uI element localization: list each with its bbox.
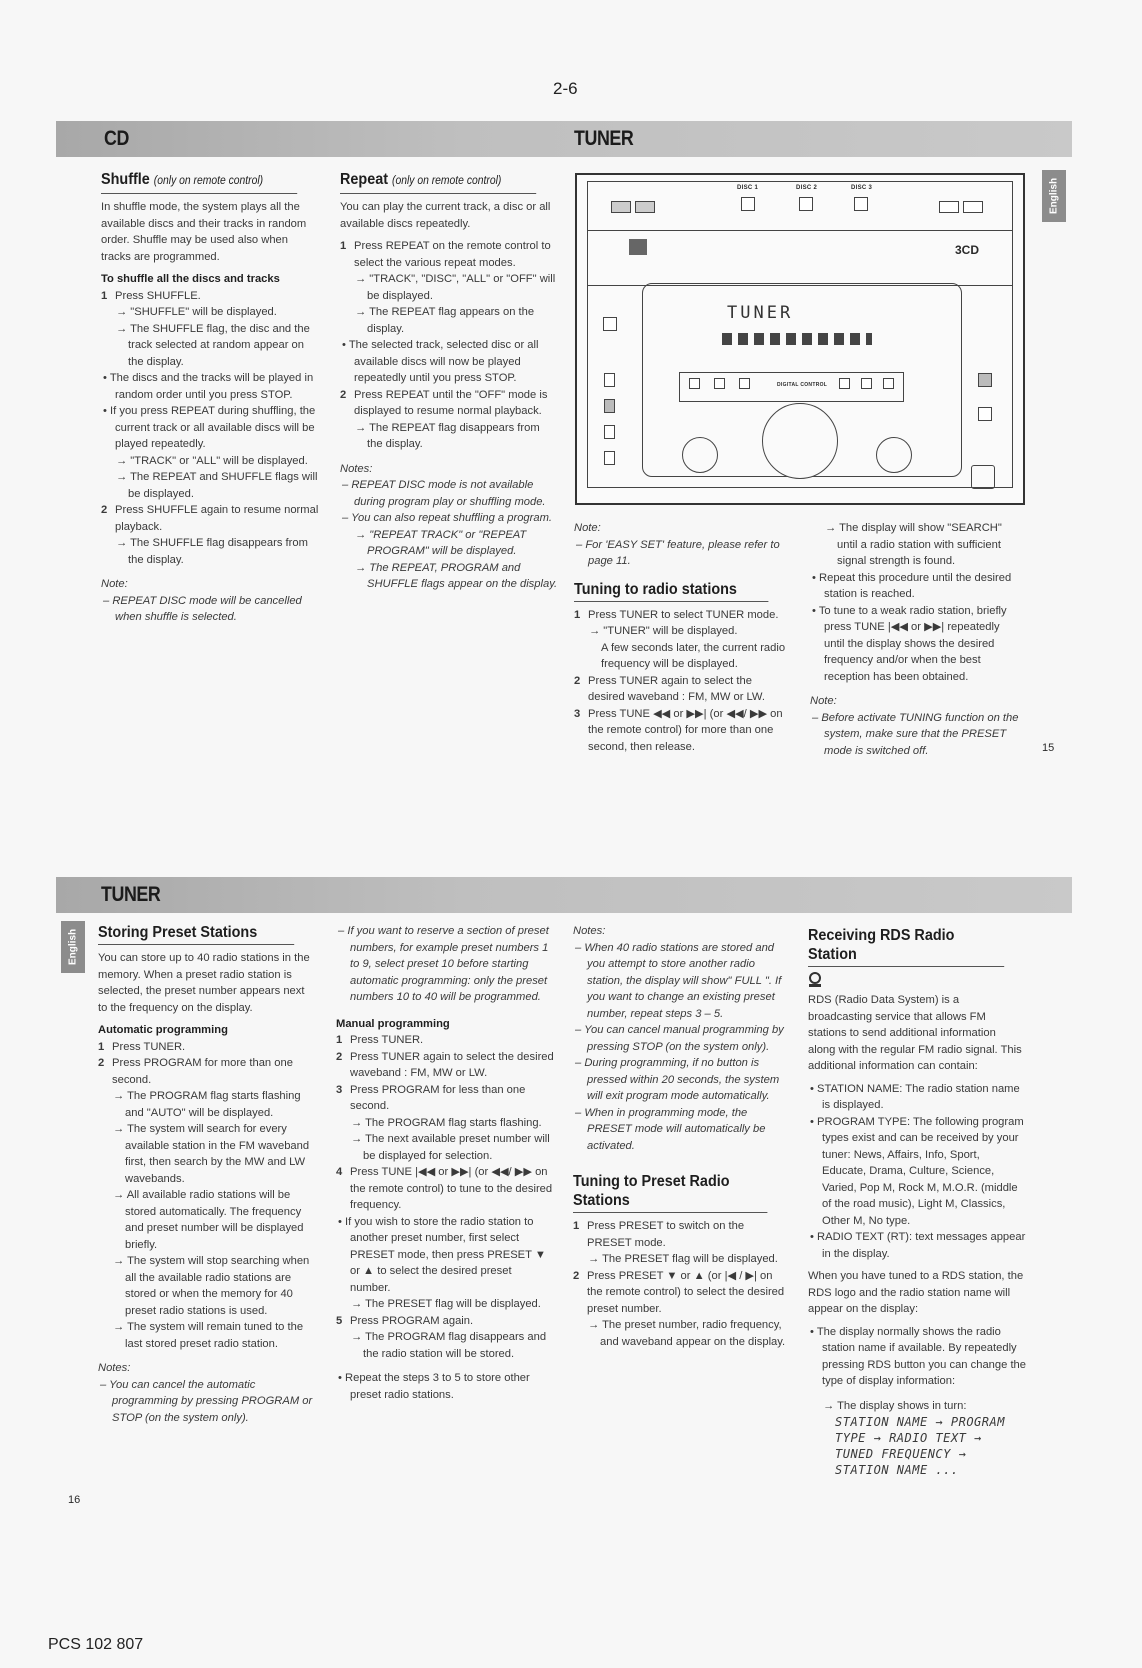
rds-heading: Receiving RDS Radio Station (808, 926, 1004, 967)
disc1-label: DISC 1 (737, 185, 759, 191)
shuffle-step-1: 1 Press SHUFFLE. (101, 289, 201, 302)
source-button-1 (604, 373, 615, 387)
notes3-note-2: – You can cancel manual programming by pressing STOP (on the system only). (575, 1024, 784, 1053)
lcd-bars (722, 333, 872, 345)
repeat-note-2: – You can also repeat shuffling a program. (342, 512, 553, 524)
repeat-intro: You can play the current track, a disc or all available discs repeatedly. (340, 201, 551, 230)
notes3-note-3: – During programming, if no button is pressed within 20 seconds, the system will exit program mode automatically. (575, 1057, 780, 1102)
disc2-label: DISC 2 (796, 185, 818, 191)
tray-button-2 (635, 201, 655, 213)
rds-bullet-4a: → The display shows in turn: (823, 1399, 967, 1412)
manual-step-2: 2 Press TUNER again to select the desired waveband : FM, MW or LW. (336, 1050, 554, 1079)
notes3-note-4: – When in programming mode, the PRESET mode will automatically be activated. (575, 1106, 766, 1152)
standby-button (603, 317, 617, 331)
shuffle-step-2a: → The SHUFFLE flag disappears from the display. (116, 537, 308, 566)
manual-programming-subheading: Manual programming (336, 1017, 450, 1030)
tuning-step-1b: A few seconds later, the current radio frequency will be displayed. (601, 641, 786, 670)
rds-bullet-4: • The display normally shows the radio station name if available. By repeatedly pressing RDS button you can change the type of display information: (810, 1325, 1026, 1387)
reserve-note: – If you want to reserve a section of preset numbers, for example preset numbers 1 to 9, select preset 10 before starting automatic programming: only the preset numbers 10 to 40 will be programmed. (338, 925, 549, 1003)
cd-logo (629, 239, 647, 255)
tuning-step-1a: → "TUNER" will be displayed. (589, 625, 738, 637)
section-label-tuner: TUNER (574, 127, 634, 150)
manual-bullet-1: • If you wish to store the radio station to another preset number, first select PRESET mode, then press PRESET ▼ or ▲ to select the desired preset number. (338, 1215, 546, 1294)
lcd-readout: TUNER (727, 303, 794, 323)
storing-note-1: – You can cancel the automatic programming by pressing PROGRAM or STOP (on the system only). (100, 1378, 313, 1424)
auto-programming-subheading: Automatic programming (98, 1024, 228, 1036)
repeat-step-1: 1 Press REPEAT on the remote control to select the various repeat modes. (340, 240, 551, 269)
repeat-notes-label: Notes: (340, 462, 373, 475)
disc2-button (799, 197, 813, 211)
manual-programming-section (336, 923, 554, 1403)
manual-bullet-2: • Repeat the steps 3 to 5 to store other preset radio stations. (338, 1372, 530, 1401)
shuffle-heading: Shuffle (only on remote control) (101, 170, 297, 194)
right-button-2 (978, 407, 992, 421)
repeat-step-1a: → "TRACK", "DISC", "ALL" or "OFF" will be displayed. (355, 273, 556, 302)
tuning-c1: → The display will show "SEARCH" until a radio station with sufficient signal strength is found. (825, 522, 1002, 567)
source-button-2 (604, 399, 615, 413)
storing-step-2: 2 Press PROGRAM for more than one second. (98, 1057, 293, 1086)
volume-knob (762, 403, 838, 479)
disc-change-button (939, 201, 959, 213)
manual-step-5: 5 Press PROGRAM again. (336, 1314, 474, 1327)
device-illustration (575, 173, 1025, 505)
language-tab-right: English (1042, 170, 1066, 222)
repeat-note-2b: → The REPEAT, PROGRAM and SHUFFLE flags appear on the display. (355, 561, 558, 590)
preset-step-1a: → The PRESET flag will be displayed. (588, 1253, 778, 1265)
footer-code: PCS 102 807 (48, 1636, 144, 1653)
manual-step-3b: → The next available preset number will be displayed for selection. (351, 1133, 550, 1162)
storing-step-2d: → The system will stop searching when all the available radio stations are stored or when the memory for 40 preset radio stations is used. (113, 1255, 310, 1317)
notes3-label: Notes: (573, 925, 606, 937)
tuning-c2: • Repeat this procedure until the desired station is reached. (812, 571, 1012, 600)
storing-step-2a: → The PROGRAM flag starts flashing and "AUTO" will be displayed. (113, 1090, 301, 1119)
page-number-left: 16 (68, 1494, 81, 1506)
storing-step-2b: → The system will search for every available station in the FM waveband first, then search by the MW and LW wavebands. (113, 1123, 310, 1185)
shuffle-bullet-2: • If you press REPEAT during shuffling, the current track or all available discs will be played repeatedly. (103, 405, 316, 450)
storing-step-1: 1 Press TUNER. (98, 1040, 186, 1053)
tuning-step-2: 2 Press TUNER again to select the desired waveband : FM, MW or LW. (574, 674, 765, 703)
tuning-c3: • To tune to a weak radio station, briefly press TUNE |◀◀ or ▶▶| repeatedly until the display shows the desired frequency and/or when the best reception has been obtained. (812, 604, 1007, 683)
preset-step-2: 2 Press PRESET ▼ or ▲ (or |◀ / ▶| on the remote control) to select the desired preset number. (573, 1269, 785, 1315)
control-button-2 (714, 378, 725, 389)
page-number-right: 15 (1042, 742, 1055, 754)
shuffle-section (101, 170, 319, 626)
rds-bullet-2: • PROGRAM TYPE: The following program types exist and can be received by your tuner: News, Affairs, Info, Sport, Educate, Drama, Culture, Science, Varied, Pop M, Rock M, M.O.R. (middle of the road music), Light M, Classics, Other M, No type. (810, 1115, 1024, 1227)
shuffle-step-2: 2 Press SHUFFLE again to resume normal playback. (101, 504, 319, 533)
repeat-bullet-1: • The selected track, selected disc or all available discs will now be played repeatedly until you press STOP. (342, 339, 539, 384)
control-button-1 (689, 378, 700, 389)
source-button-4 (604, 451, 615, 465)
rds-bullet-3: • RADIO TEXT (RT): text messages appear in the display. (810, 1231, 1026, 1260)
digital-control-label: DIGITAL CONTROL (777, 382, 828, 388)
preset-step-2a: → The preset number, radio frequency, and waveband appear on the display. (588, 1319, 786, 1348)
rds-section (808, 926, 1026, 1478)
preset-tuning-section (573, 923, 789, 1350)
preset-tuning-heading: Tuning to Preset Radio Stations (573, 1172, 767, 1213)
rds-display-sequence: STATION NAME → PROGRAM TYPE → RADIO TEXT → TUNED FREQUENCY → STATION NAME ... (835, 1415, 1005, 1477)
tuning-note-1: – For 'EASY SET' feature, please refer to page 11. (576, 538, 780, 567)
shuffle-intro: In shuffle mode, the system plays all the available discs and their tracks in random order. Shuffle may be used also when tracks are programmed. (101, 201, 307, 263)
preset-step-1: 1 Press PRESET to switch on the PRESET mode. (573, 1220, 745, 1249)
section-label-tuner-bottom: TUNER (101, 883, 161, 906)
manual-bullet-1a: → The PRESET flag will be displayed. (351, 1298, 541, 1310)
tuning-continued (810, 520, 1020, 759)
shuffle-bullet-2a: → "TRACK" or "ALL" will be displayed. (116, 454, 308, 467)
disc3-button (854, 197, 868, 211)
bass-knob (682, 437, 718, 473)
section-bar-top (56, 121, 1072, 157)
rds-paragraph-2: When you have tuned to a RDS station, the RDS logo and the radio station name will appear on the display: (808, 1270, 1024, 1315)
disc3-label: DISC 3 (851, 185, 873, 191)
page-top-number: 2-6 (553, 79, 578, 98)
shuffle-bullet-1: • The discs and the tracks will be played in random order until you press STOP. (103, 372, 314, 401)
tuning-step-3: 3 Press TUNE ◀◀ or ▶▶| (or ◀◀/ ▶▶ on the remote control) for more than one second, then release. (574, 707, 783, 753)
storing-step-2c: → All available radio stations will be stored automatically. The frequency and preset number will be displayed briefly. (113, 1189, 304, 1251)
source-button-3 (604, 425, 615, 439)
disc1-button (741, 197, 755, 211)
tuning-note-label: Note: (574, 522, 601, 534)
control-button-5 (861, 378, 872, 389)
rds-bullet-1: • STATION NAME: The radio station name is displayed. (810, 1082, 1020, 1111)
headphone-jack (971, 465, 995, 489)
storing-notes-label: Notes: (98, 1362, 131, 1374)
tuning-note2-label: Note: (810, 695, 837, 707)
repeat-note-1: – REPEAT DISC mode is not available during program play or shuffling mode. (342, 479, 546, 508)
control-button-6 (883, 378, 894, 389)
right-button-1 (978, 373, 992, 387)
repeat-step-2a: → The REPEAT flag disappears from the display. (355, 421, 540, 450)
storing-step-2e: → The system will remain tuned to the last stored preset radio station. (113, 1321, 304, 1350)
repeat-note-2a: → "REPEAT TRACK" or "REPEAT PROGRAM" will be displayed. (355, 528, 527, 557)
rds-intro: RDS (Radio Data System) is a broadcasting service that allows FM stations to send additional information along with the regular FM radio signal. This additional information can contain: (808, 994, 1022, 1072)
shuffle-note-1: – REPEAT DISC mode will be cancelled when shuffle is selected. (103, 594, 302, 623)
repeat-step-2: 2 Press REPEAT until the "OFF" mode is displayed to resume normal playback. (340, 388, 548, 417)
shuffle-step-1a: → "SHUFFLE" will be displayed. (116, 306, 277, 318)
logo-row (587, 231, 1013, 286)
control-button-4 (839, 378, 850, 389)
manual-step-4: 4 Press TUNE |◀◀ or ▶▶| (or ◀◀/ ▶▶ on the remote control) to tune to the desired frequency. (336, 1166, 553, 1211)
manual-step-5a: → The PROGRAM flag disappears and the radio station will be stored. (351, 1331, 547, 1360)
tray-button-1 (611, 201, 631, 213)
notes3-note-1: – When 40 radio stations are stored and you attempt to store another radio station, the display will show" FULL ". If you want to change an existing preset number, repeat steps 3 – 5. (575, 941, 782, 1020)
storing-heading: Storing Preset Stations (98, 923, 294, 945)
rds-logo-icon (808, 972, 822, 988)
section-bar-bottom (56, 877, 1072, 913)
open-close-button (963, 201, 983, 213)
shuffle-step-1b: → The SHUFFLE flag, the disc and the track selected at random appear on the display. (116, 322, 310, 368)
storing-intro: You can store up to 40 radio stations in the memory. When a preset radio station is selected, the preset number appears next to the frequency on the display. (98, 952, 310, 1014)
manual-step-3: 3 Press PROGRAM for less than one second. (336, 1083, 526, 1112)
repeat-step-1b: → The REPEAT flag appears on the display. (355, 306, 535, 335)
tuning-heading: Tuning to radio stations (574, 580, 768, 602)
tuning-section (574, 520, 790, 755)
shuffle-note-label: Note: (101, 578, 128, 590)
language-tab-left: English (61, 921, 85, 973)
tuning-note-2: – Before activate TUNING function on the system, make sure that the PRESET mode is switched off. (812, 711, 1019, 757)
storing-section (98, 923, 316, 1426)
repeat-section (340, 170, 558, 593)
control-button-3 (739, 378, 750, 389)
shuffle-subheading: To shuffle all the discs and tracks (101, 273, 280, 285)
repeat-heading: Repeat (only on remote control) (340, 170, 536, 194)
manual-step-1: 1 Press TUNER. (336, 1034, 424, 1046)
manual-step-3a: → The PROGRAM flag starts flashing. (351, 1116, 542, 1129)
treble-knob (876, 437, 912, 473)
tuning-step-1: 1 Press TUNER to select TUNER mode. (574, 608, 779, 621)
section-label-cd: CD (104, 127, 129, 150)
shuffle-bullet-2b: → The REPEAT and SHUFFLE flags will be displayed. (116, 471, 318, 500)
brand-3cd: 3CD (955, 243, 980, 257)
